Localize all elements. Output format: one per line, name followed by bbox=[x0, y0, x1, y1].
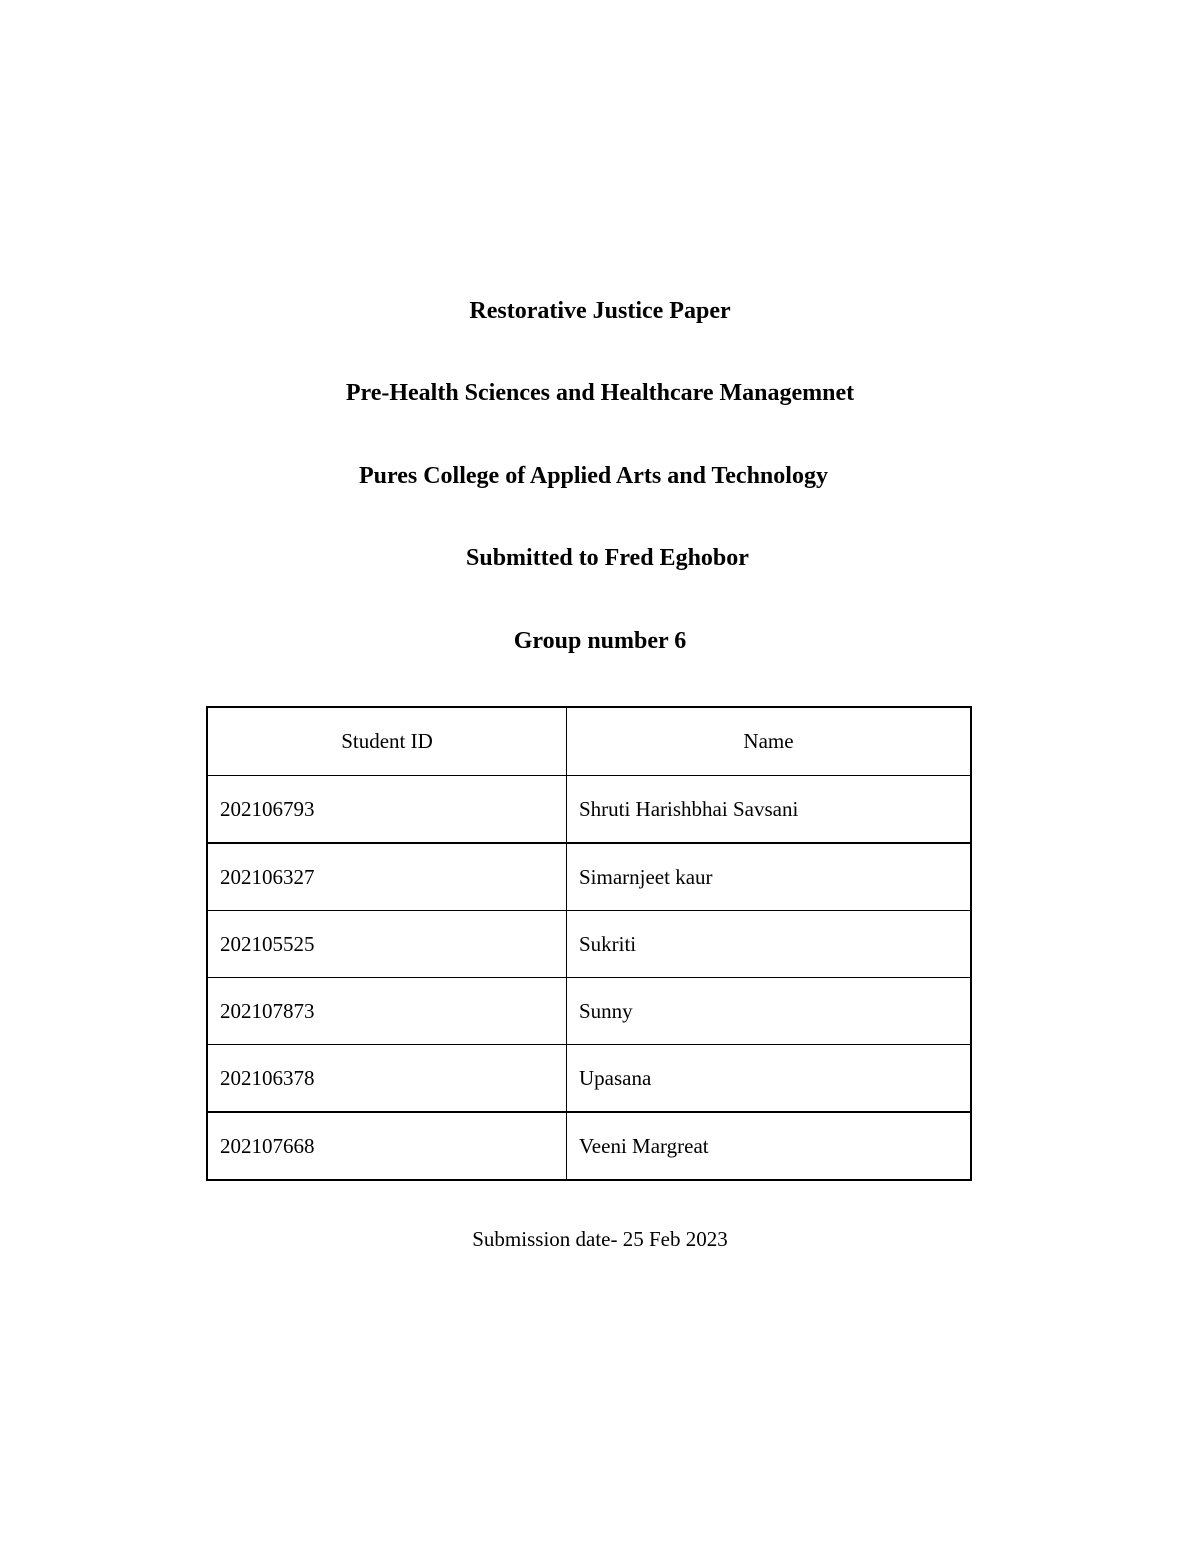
student-name-cell: Sukriti bbox=[566, 911, 971, 978]
table-row bbox=[207, 978, 971, 1045]
table-row bbox=[207, 776, 971, 844]
student-id-cell: 202106378 bbox=[207, 1045, 566, 1113]
table-row bbox=[207, 911, 971, 978]
student-name-cell: Veeni Margreat bbox=[566, 1112, 971, 1180]
submission-date: Submission date- 25 Feb 2023 bbox=[472, 1227, 728, 1251]
student-id-cell: 202106327 bbox=[207, 843, 566, 911]
student-id-cell: 202107873 bbox=[207, 978, 566, 1045]
table-header-row bbox=[207, 707, 971, 776]
name-header: Name bbox=[566, 707, 971, 776]
student-id-cell: 202105525 bbox=[207, 911, 566, 978]
student-name-cell: Simarnjeet kaur bbox=[566, 843, 971, 911]
table-row bbox=[207, 1112, 971, 1180]
college-name: Pures College of Applied Arts and Technology bbox=[359, 463, 828, 489]
table-row bbox=[207, 843, 971, 911]
student-name-cell: Shruti Harishbhai Savsani bbox=[566, 776, 971, 844]
table-row bbox=[207, 1045, 971, 1113]
student-table bbox=[206, 706, 972, 1181]
submitted-to: Submitted to Fred Eghobor bbox=[466, 545, 749, 571]
student-id-cell: 202107668 bbox=[207, 1112, 566, 1180]
group-number: Group number 6 bbox=[513, 628, 687, 654]
paper-title: Restorative Justice Paper bbox=[469, 298, 731, 324]
program-name: Pre-Health Sciences and Healthcare Managemnet bbox=[345, 380, 855, 406]
student-id-header: Student ID bbox=[207, 707, 566, 776]
student-id-cell: 202106793 bbox=[207, 776, 566, 844]
student-name-cell: Upasana bbox=[566, 1045, 971, 1113]
student-name-cell: Sunny bbox=[566, 978, 971, 1045]
